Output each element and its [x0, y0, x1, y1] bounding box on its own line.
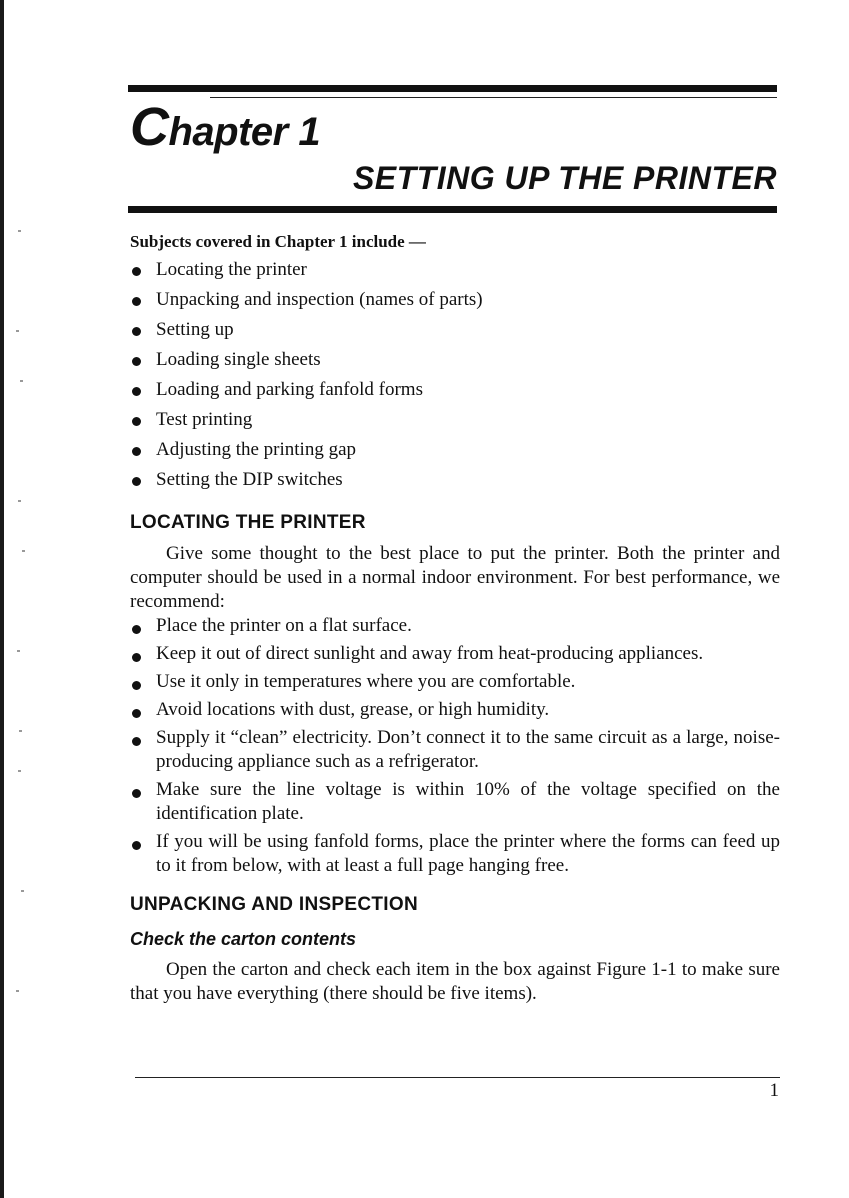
locating-paragraph: Give some thought to the best place to put the printer. Both the printer and computer should be used in a normal indoor environment. For best performance, we recommend:	[130, 543, 780, 612]
subjects-intro: Subjects covered in Chapter 1 include —	[130, 232, 426, 251]
subheading-carton-contents: Check the carton contents	[130, 929, 357, 949]
chapter-label-initial: C	[130, 97, 169, 157]
subjects-list	[130, 256, 780, 496]
bullet-icon	[132, 477, 141, 486]
bullet-icon	[132, 327, 141, 336]
list-item: Setting the DIP switches	[130, 466, 780, 496]
chapter-thin-rule	[210, 97, 777, 98]
bullet-icon	[132, 841, 141, 850]
bullet-icon	[132, 417, 141, 426]
bullet-icon	[132, 357, 141, 366]
list-item: Place the printer on a flat surface.	[130, 614, 780, 638]
bullet-icon	[132, 447, 141, 456]
list-item: Test printing	[130, 406, 780, 436]
page-number: 1	[769, 1080, 779, 1101]
chapter-title: SETTING UP THE PRINTER	[352, 160, 777, 196]
list-item: Unpacking and inspection (names of parts)	[130, 286, 780, 316]
footer-rule	[135, 1077, 780, 1078]
chapter-label	[130, 97, 321, 157]
scan-specks	[12, 30, 42, 1170]
chapter-top-rule	[128, 85, 777, 92]
chapter-bottom-rule	[128, 206, 777, 213]
bullet-icon	[132, 681, 141, 690]
bullet-icon	[132, 267, 141, 276]
bullet-icon	[132, 387, 141, 396]
list-item: Loading single sheets	[130, 346, 780, 376]
section-heading-unpacking: UNPACKING AND INSPECTION	[130, 894, 418, 915]
unpacking-paragraph: Open the carton and check each item in the box against Figure 1-1 to make sure that you have everything (there should be five items).	[130, 959, 780, 1004]
list-item: Adjusting the printing gap	[130, 436, 780, 466]
bullet-icon	[132, 653, 141, 662]
page-content	[130, 228, 780, 1006]
bullet-icon	[132, 789, 141, 798]
bullet-icon	[132, 625, 141, 634]
list-item: Keep it out of direct sunlight and away from heat-producing appliances.	[130, 642, 780, 666]
section-heading-locating: LOCATING THE PRINTER	[130, 512, 366, 533]
bullet-icon	[132, 737, 141, 746]
chapter-label-rest: hapter 1	[168, 110, 321, 154]
bullet-icon	[132, 297, 141, 306]
list-item: Loading and parking fanfold forms	[130, 376, 780, 406]
list-item: Avoid locations with dust, grease, or high humidity.	[130, 698, 780, 722]
list-item: Locating the printer	[130, 256, 780, 286]
list-item: Make sure the line voltage is within 10% of the voltage specified on the identification plate.	[130, 778, 780, 826]
list-item: If you will be using fanfold forms, place the printer where the forms can feed up to it from below, with at least a full page hanging free.	[130, 830, 780, 878]
scan-edge	[0, 0, 4, 1198]
list-item: Use it only in temperatures where you are comfortable.	[130, 670, 780, 694]
bullet-icon	[132, 709, 141, 718]
recommendations-list	[130, 614, 780, 878]
list-item: Setting up	[130, 316, 780, 346]
list-item: Supply it “clean” electricity. Don’t connect it to the same circuit as a large, noise-producing appliance such as a refrigerator.	[130, 726, 780, 774]
